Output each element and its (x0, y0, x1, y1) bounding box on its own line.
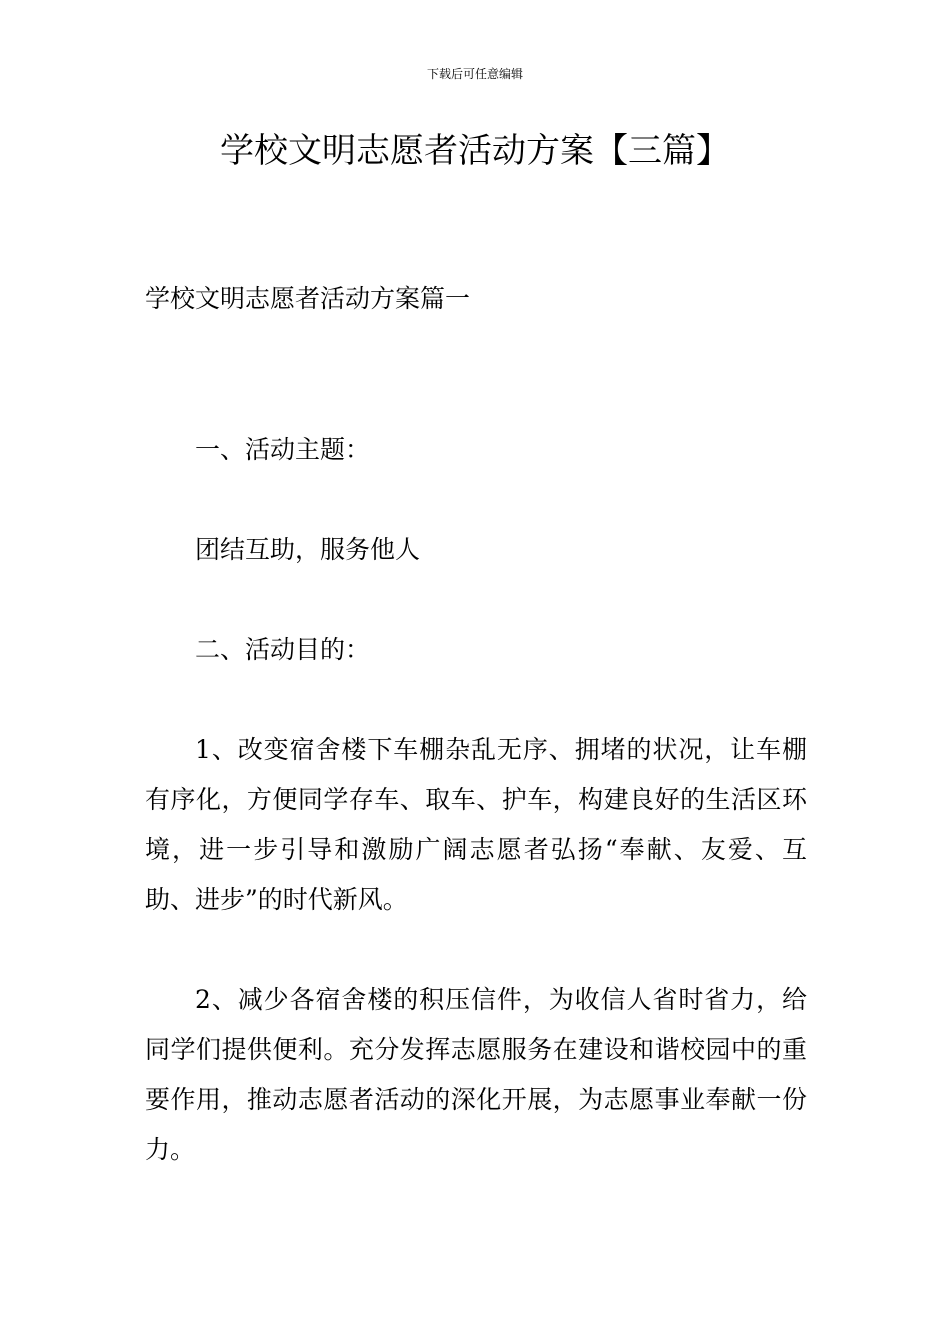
purpose-item-2: 2、减少各宿舍楼的积压信件，为收信人省时省力，给同学们提供便利。充分发挥志愿服务在建设和谐校园中的重要作用，推动志愿者活动的深化开展，为志愿事业奉献一份力。 (145, 985, 807, 1164)
purpose-item-1: 1、改变宿舍楼下车棚杂乱无序、拥堵的状况，让车棚有序化，方便同学存车、取车、护车，构建良好的生活区环境，进一步引导和激励广阔志愿者弘扬“奉献、友爱、互助、进步”的时代新风。 (145, 735, 807, 914)
heading-activity-theme: 一、活动主题： (195, 435, 371, 464)
document-title: 学校文明志愿者活动方案【三篇】 (220, 131, 730, 171)
activity-theme-text: 团结互助，服务他人 (195, 535, 421, 564)
section-title: 学校文明志愿者活动方案篇一 (145, 284, 471, 313)
heading-activity-purpose: 二、活动目的： (195, 635, 371, 664)
header-note: 下载后可任意编辑 (426, 67, 523, 81)
